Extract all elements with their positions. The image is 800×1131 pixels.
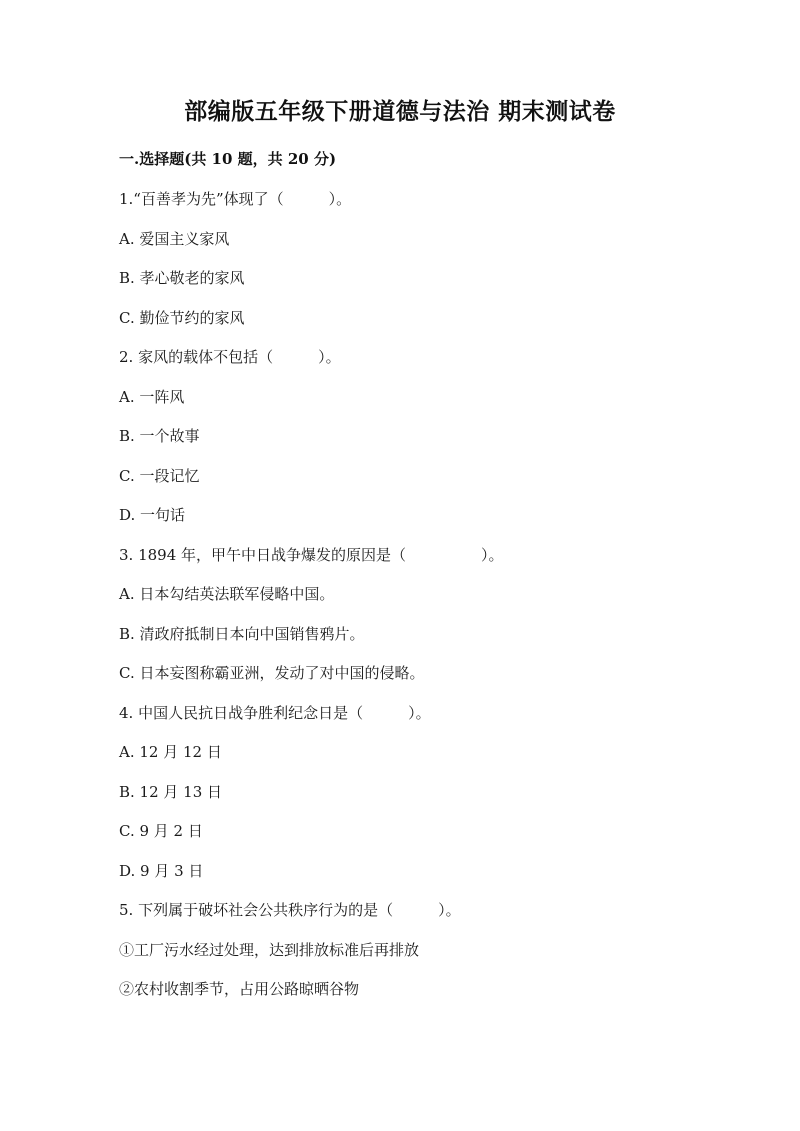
question-4-option-a: A. 12 月 12 日 <box>119 743 222 761</box>
question-4-option-b: B. 12 月 13 日 <box>119 783 223 801</box>
question-1-stem: 1.“百善孝为先”体现了（ ）。 <box>119 190 352 208</box>
question-3-option-c: C. 日本妄图称霸亚洲，发动了对中国的侵略。 <box>119 664 425 682</box>
question-1-option-a: A. 爱国主义家风 <box>119 230 230 248</box>
question-3-stem: 3. 1894 年，甲午中日战争爆发的原因是（ ）。 <box>119 546 504 564</box>
question-2-option-a: A. 一阵风 <box>119 388 185 406</box>
question-4-option-c: C. 9 月 2 日 <box>119 822 203 840</box>
section-heading: 一.选择题(共 10 题，共 20 分) <box>119 150 337 168</box>
question-2-option-c: C. 一段记忆 <box>119 467 200 485</box>
question-5-statement-2: ②农村收割季节，占用公路晾晒谷物 <box>119 980 360 998</box>
question-1-option-c: C. 勤俭节约的家风 <box>119 309 245 327</box>
page-title: 部编版五年级下册道德与法治 期末测试卷 <box>184 98 616 125</box>
question-3-option-a: A. 日本勾结英法联军侵略中国。 <box>119 585 335 603</box>
question-2-option-b: B. 一个故事 <box>119 427 200 445</box>
question-2-option-d: D. 一句话 <box>119 506 186 524</box>
question-4-stem: 4. 中国人民抗日战争胜利纪念日是（ ）。 <box>119 704 431 722</box>
question-5-statement-1: ①工厂污水经过处理，达到排放标准后再排放 <box>119 941 420 959</box>
question-2-stem: 2. 家风的载体不包括（ ）。 <box>119 348 341 366</box>
question-5-stem: 5. 下列属于破坏社会公共秩序行为的是（ ）。 <box>119 901 461 919</box>
question-4-option-d: D. 9 月 3 日 <box>119 862 204 880</box>
question-3-option-b: B. 清政府抵制日本向中国销售鸦片。 <box>119 625 365 643</box>
question-1-option-b: B. 孝心敬老的家风 <box>119 269 245 287</box>
